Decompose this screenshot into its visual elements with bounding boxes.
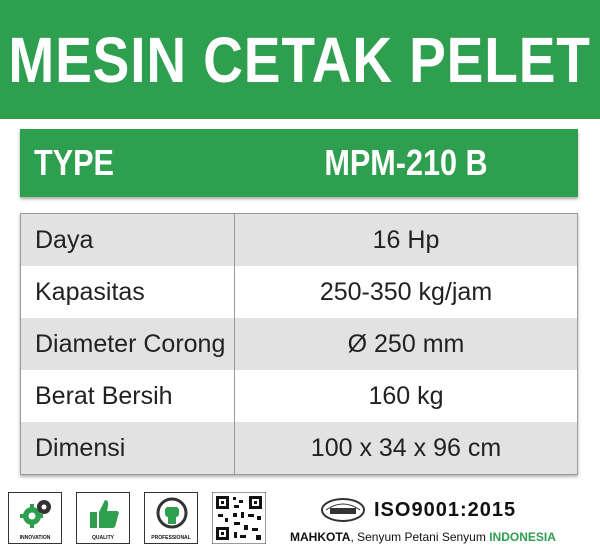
- badge-caption: QUALITY: [92, 535, 114, 541]
- professional-badge: [144, 492, 198, 544]
- spec-row: [21, 318, 577, 370]
- fist-icon: [154, 496, 190, 532]
- type-value: MPM-210 B: [324, 142, 488, 183]
- spec-row: [21, 422, 577, 474]
- spec-value: 16 Hp: [372, 226, 440, 254]
- spec-label: Berat Bersih: [21, 370, 235, 422]
- spec-row: [21, 266, 577, 318]
- type-label: TYPE: [34, 142, 114, 183]
- badge-caption: INNOVATION: [19, 535, 51, 541]
- iso-certification: ISO9001:2015: [374, 498, 517, 521]
- page-title: MESIN CETAK PELET: [8, 23, 592, 96]
- spec-label: Kapasitas: [21, 266, 235, 318]
- certification-area: [320, 496, 590, 524]
- premium-seal-icon: [320, 497, 366, 523]
- spec-row: [21, 214, 577, 266]
- spec-table: [20, 213, 578, 475]
- quality-badge: [76, 492, 130, 544]
- spec-card: [20, 129, 578, 475]
- slogan-country: INDONESIA: [489, 530, 556, 544]
- badge-caption: PROFESSIONAL: [151, 535, 191, 541]
- spec-row: [21, 370, 577, 422]
- spec-value: 100 x 34 x 96 cm: [310, 434, 502, 462]
- slogan: [290, 530, 596, 548]
- innovation-badge: [8, 492, 62, 544]
- spec-label: Dimensi: [21, 422, 235, 474]
- qr-code-icon: [212, 492, 266, 544]
- footer-band: [0, 482, 600, 552]
- spec-value: 250-350 kg/jam: [319, 278, 493, 306]
- gears-icon: [18, 496, 54, 532]
- spec-value: Ø 250 mm: [347, 330, 465, 358]
- spec-label: Diameter Corong: [21, 318, 235, 370]
- spec-value: 160 kg: [368, 382, 444, 410]
- title-banner: [0, 0, 600, 119]
- spec-label: Daya: [21, 214, 235, 266]
- type-header-row: [20, 129, 578, 197]
- brand-name: MAHKOTA: [290, 530, 351, 544]
- slogan-tagline: , Senyum Petani Senyum: [350, 530, 490, 544]
- badge-strip: [8, 492, 288, 544]
- thumbs-up-icon: [86, 496, 122, 532]
